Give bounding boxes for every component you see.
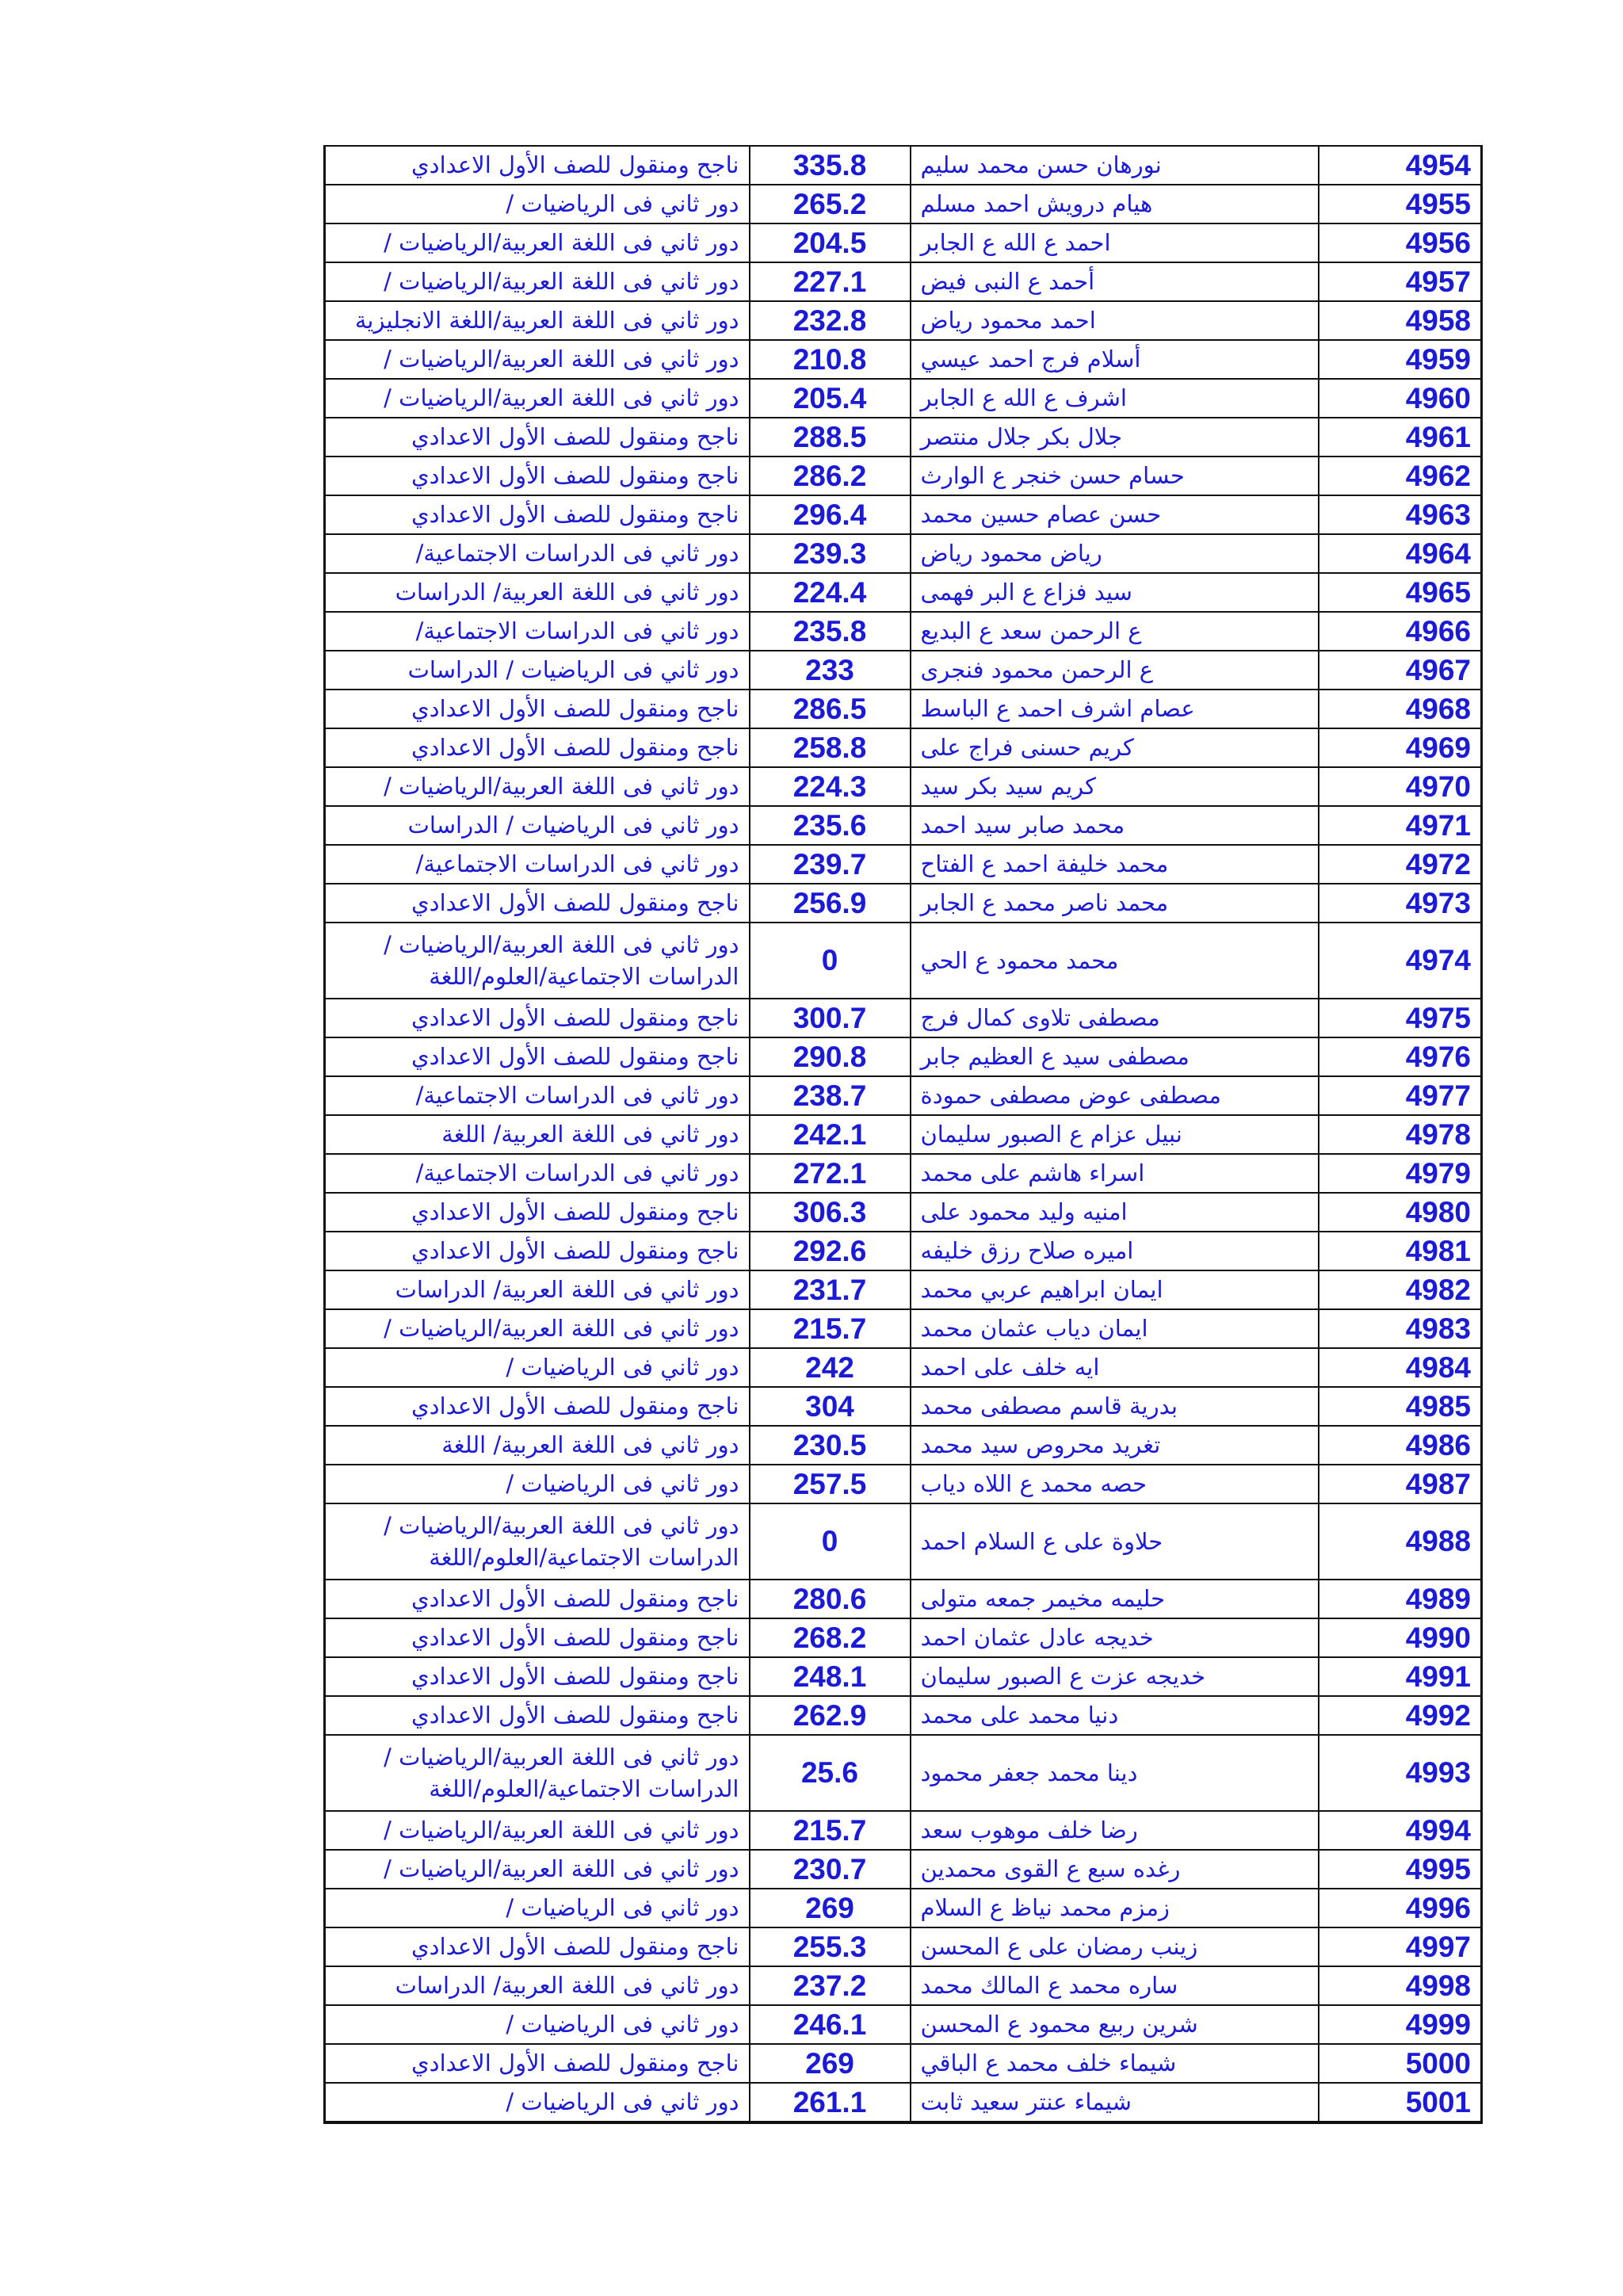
table-row: [325, 1270, 1482, 1309]
seat-number-cell: 4987: [1319, 1465, 1482, 1503]
seat-number-cell: 4984: [1319, 1348, 1482, 1387]
table-row: [325, 1503, 1482, 1580]
name-cell: رياض محمود رياض: [911, 534, 1319, 573]
table-row: [325, 1232, 1482, 1270]
table-row: [325, 457, 1482, 495]
status-cell: دور ثاني فى اللغة العربية/ الدراسات: [325, 1270, 750, 1309]
status-cell: ناجح ومنقول للصف الأول الاعدادي: [325, 457, 750, 495]
table-row: [325, 923, 1482, 999]
status-cell: ناجح ومنقول للصف الأول الاعدادي: [325, 690, 750, 728]
table-row: [325, 651, 1482, 690]
name-cell: حليمه مخيمر جمعه متولى: [911, 1580, 1319, 1618]
name-cell: شرين ربيع محمود ع المحسن: [911, 2005, 1319, 2044]
score-cell: 233: [750, 651, 911, 690]
status-cell: دور ثاني فى اللغة العربية/ اللغة: [325, 1115, 750, 1154]
table-row: [325, 1348, 1482, 1387]
status-cell: دور ثاني فى اللغة العربية/ اللغة: [325, 1426, 750, 1465]
score-cell: 300.7: [750, 999, 911, 1037]
table-row: [325, 185, 1482, 223]
seat-number-cell: 4990: [1319, 1618, 1482, 1657]
name-cell: محمد صابر سيد احمد: [911, 806, 1319, 845]
status-cell: دور ثاني فى اللغة العربية/ الدراسات: [325, 573, 750, 612]
name-cell: عصام اشرف احمد ع الباسط: [911, 690, 1319, 728]
score-cell: 25.6: [750, 1735, 911, 1811]
status-cell: دور ثاني فى الرياضيات /: [325, 2083, 750, 2122]
table-row: [325, 767, 1482, 806]
score-cell: 265.2: [750, 185, 911, 223]
seat-number-cell: 4956: [1319, 223, 1482, 262]
seat-number-cell: 5001: [1319, 2083, 1482, 2122]
seat-number-cell: 4967: [1319, 651, 1482, 690]
status-cell: ناجح ومنقول للصف الأول الاعدادي: [325, 1927, 750, 1966]
name-cell: حلاوة على ع السلام احمد: [911, 1503, 1319, 1580]
table-row: [325, 1076, 1482, 1115]
status-cell: دور ثاني فى الرياضيات / الدراسات: [325, 806, 750, 845]
seat-number-cell: 4975: [1319, 999, 1482, 1037]
name-cell: مصطفى تلاوى كمال فرج: [911, 999, 1319, 1037]
status-cell: دور ثاني فى الرياضيات /: [325, 2005, 750, 2044]
status-cell: دور ثاني فى اللغة العربية/الرياضيات /: [325, 379, 750, 418]
table-row: [325, 1618, 1482, 1657]
status-cell: دور ثاني فى الدراسات الاجتماعية/: [325, 845, 750, 884]
seat-number-cell: 4972: [1319, 845, 1482, 884]
score-cell: 235.8: [750, 612, 911, 651]
table-row: [325, 690, 1482, 728]
table-row: [325, 845, 1482, 884]
score-cell: 224.4: [750, 573, 911, 612]
table-row: [325, 1966, 1482, 2005]
score-cell: 215.7: [750, 1811, 911, 1850]
status-cell: ناجح ومنقول للصف الأول الاعدادي: [325, 418, 750, 457]
score-cell: 286.5: [750, 690, 911, 728]
status-cell: ناجح ومنقول للصف الأول الاعدادي: [325, 1696, 750, 1735]
table-row: [325, 418, 1482, 457]
seat-number-cell: 4986: [1319, 1426, 1482, 1465]
score-cell: 237.2: [750, 1966, 911, 2005]
name-cell: مصطفى عوض مصطفى حمودة: [911, 1076, 1319, 1115]
table-row: [325, 612, 1482, 651]
name-cell: أسلام فرج احمد عيسي: [911, 340, 1319, 379]
status-cell: دور ثاني فى الرياضيات /: [325, 1348, 750, 1387]
score-cell: 227.1: [750, 262, 911, 301]
status-cell: دور ثاني فى الدراسات الاجتماعية/: [325, 1154, 750, 1193]
score-cell: 272.1: [750, 1154, 911, 1193]
results-table: [323, 145, 1483, 2124]
score-cell: 262.9: [750, 1696, 911, 1735]
score-cell: 231.7: [750, 1270, 911, 1309]
status-cell: دور ثاني فى الرياضيات /: [325, 1465, 750, 1503]
table-row: [325, 1580, 1482, 1618]
status-cell: ناجح ومنقول للصف الأول الاعدادي: [325, 884, 750, 923]
seat-number-cell: 4988: [1319, 1503, 1482, 1580]
seat-number-cell: 4962: [1319, 457, 1482, 495]
seat-number-cell: 4991: [1319, 1657, 1482, 1696]
status-cell: دور ثاني فى الدراسات الاجتماعية/: [325, 1076, 750, 1115]
status-cell: دور ثاني فى اللغة العربية/ الدراسات: [325, 1966, 750, 2005]
status-cell: دور ثاني فى اللغة العربية/الرياضيات / الدراسات الاجتماعية/العلوم/اللغة: [325, 923, 750, 999]
status-cell: دور ثاني فى اللغة العربية/الرياضيات /: [325, 223, 750, 262]
table-row: [325, 534, 1482, 573]
name-cell: حصه محمد ع اللاه دياب: [911, 1465, 1319, 1503]
seat-number-cell: 4955: [1319, 185, 1482, 223]
name-cell: احمد ع الله ع الجابر: [911, 223, 1319, 262]
table-row: [325, 1696, 1482, 1735]
seat-number-cell: 4954: [1319, 146, 1482, 185]
table-row: [325, 301, 1482, 340]
score-cell: 280.6: [750, 1580, 911, 1618]
score-cell: 239.3: [750, 534, 911, 573]
name-cell: شيماء عنتر سعيد ثابت: [911, 2083, 1319, 2122]
score-cell: 0: [750, 1503, 911, 1580]
table-row: [325, 884, 1482, 923]
seat-number-cell: 4977: [1319, 1076, 1482, 1115]
name-cell: دينا محمد جعفر محمود: [911, 1735, 1319, 1811]
seat-number-cell: 4970: [1319, 767, 1482, 806]
seat-number-cell: 4983: [1319, 1309, 1482, 1348]
name-cell: حسن عصام حسين محمد: [911, 495, 1319, 534]
results-body: [325, 146, 1482, 2122]
table-row: [325, 1037, 1482, 1076]
table-row: [325, 1850, 1482, 1889]
seat-number-cell: 4969: [1319, 728, 1482, 767]
table-row: [325, 1193, 1482, 1232]
name-cell: ايمان دياب عثمان محمد: [911, 1309, 1319, 1348]
status-cell: دور ثاني فى اللغة العربية/الرياضيات /: [325, 1309, 750, 1348]
table-row: [325, 379, 1482, 418]
seat-number-cell: 4964: [1319, 534, 1482, 573]
table-row: [325, 1115, 1482, 1154]
table-row: [325, 340, 1482, 379]
seat-number-cell: 4974: [1319, 923, 1482, 999]
seat-number-cell: 4971: [1319, 806, 1482, 845]
name-cell: نبيل عزام ع الصبور سليمان: [911, 1115, 1319, 1154]
table-row: [325, 1735, 1482, 1811]
score-cell: 290.8: [750, 1037, 911, 1076]
name-cell: حسام حسن خنجر ع الوارث: [911, 457, 1319, 495]
seat-number-cell: 4995: [1319, 1850, 1482, 1889]
score-cell: 215.7: [750, 1309, 911, 1348]
status-cell: ناجح ومنقول للصف الأول الاعدادي: [325, 999, 750, 1037]
score-cell: 304: [750, 1387, 911, 1426]
score-cell: 335.8: [750, 146, 911, 185]
name-cell: رغده سبع ع القوى محمدين: [911, 1850, 1319, 1889]
score-cell: 261.1: [750, 2083, 911, 2122]
table-row: [325, 1465, 1482, 1503]
seat-number-cell: 4978: [1319, 1115, 1482, 1154]
name-cell: جلال بكر جلال منتصر: [911, 418, 1319, 457]
table-row: [325, 1657, 1482, 1696]
score-cell: 210.8: [750, 340, 911, 379]
table-row: [325, 1154, 1482, 1193]
seat-number-cell: 4993: [1319, 1735, 1482, 1811]
seat-number-cell: 4981: [1319, 1232, 1482, 1270]
seat-number-cell: 4959: [1319, 340, 1482, 379]
score-cell: 224.3: [750, 767, 911, 806]
status-cell: دور ثاني فى اللغة العربية/الرياضيات /: [325, 1850, 750, 1889]
name-cell: كريم سيد بكر سيد: [911, 767, 1319, 806]
name-cell: كريم حسنى فراج على: [911, 728, 1319, 767]
name-cell: اسراء هاشم على محمد: [911, 1154, 1319, 1193]
name-cell: ساره محمد ع المالك محمد: [911, 1966, 1319, 2005]
seat-number-cell: 4966: [1319, 612, 1482, 651]
name-cell: اميره صلاح رزق خليفه: [911, 1232, 1319, 1270]
score-cell: 256.9: [750, 884, 911, 923]
name-cell: ايه خلف على احمد: [911, 1348, 1319, 1387]
status-cell: دور ثاني فى اللغة العربية/الرياضيات /: [325, 767, 750, 806]
name-cell: محمد خليفة احمد ع الفتاح: [911, 845, 1319, 884]
score-cell: 288.5: [750, 418, 911, 457]
status-cell: ناجح ومنقول للصف الأول الاعدادي: [325, 1618, 750, 1657]
name-cell: أحمد ع النبى فيض: [911, 262, 1319, 301]
name-cell: اشرف ع الله ع الجابر: [911, 379, 1319, 418]
score-cell: 242: [750, 1348, 911, 1387]
name-cell: مصطفى سيد ع العظيم جابر: [911, 1037, 1319, 1076]
seat-number-cell: 4979: [1319, 1154, 1482, 1193]
table-row: [325, 1889, 1482, 1927]
name-cell: ع الرحمن سعد ع البديع: [911, 612, 1319, 651]
seat-number-cell: 4976: [1319, 1037, 1482, 1076]
status-cell: دور ثاني فى اللغة العربية/اللغة الانجليزية: [325, 301, 750, 340]
name-cell: احمد محمود رياض: [911, 301, 1319, 340]
seat-number-cell: 4989: [1319, 1580, 1482, 1618]
status-cell: ناجح ومنقول للصف الأول الاعدادي: [325, 1387, 750, 1426]
seat-number-cell: 4973: [1319, 884, 1482, 923]
status-cell: دور ثاني فى اللغة العربية/الرياضيات / الدراسات الاجتماعية/العلوم/اللغة: [325, 1735, 750, 1811]
score-cell: 248.1: [750, 1657, 911, 1696]
name-cell: هيام درويش احمد مسلم: [911, 185, 1319, 223]
seat-number-cell: 4980: [1319, 1193, 1482, 1232]
name-cell: تغريد محروص سيد محمد: [911, 1426, 1319, 1465]
score-cell: 0: [750, 923, 911, 999]
name-cell: دنيا محمد على محمد: [911, 1696, 1319, 1735]
name-cell: ع الرحمن محمود فنجرى: [911, 651, 1319, 690]
score-cell: 235.6: [750, 806, 911, 845]
score-cell: 246.1: [750, 2005, 911, 2044]
status-cell: ناجح ومنقول للصف الأول الاعدادي: [325, 2044, 750, 2083]
score-cell: 242.1: [750, 1115, 911, 1154]
status-cell: دور ثاني فى الرياضيات /: [325, 1889, 750, 1927]
seat-number-cell: 4999: [1319, 2005, 1482, 2044]
status-cell: ناجح ومنقول للصف الأول الاعدادي: [325, 728, 750, 767]
table-row: [325, 1426, 1482, 1465]
score-cell: 306.3: [750, 1193, 911, 1232]
score-cell: 238.7: [750, 1076, 911, 1115]
status-cell: دور ثاني فى اللغة العربية/الرياضيات / الدراسات الاجتماعية/العلوم/اللغة: [325, 1503, 750, 1580]
score-cell: 269: [750, 2044, 911, 2083]
score-cell: 204.5: [750, 223, 911, 262]
seat-number-cell: 4992: [1319, 1696, 1482, 1735]
seat-number-cell: 4982: [1319, 1270, 1482, 1309]
table-row: [325, 495, 1482, 534]
table-row: [325, 2044, 1482, 2083]
score-cell: 239.7: [750, 845, 911, 884]
seat-number-cell: 4960: [1319, 379, 1482, 418]
seat-number-cell: 4958: [1319, 301, 1482, 340]
status-cell: دور ثاني فى الرياضيات /: [325, 185, 750, 223]
name-cell: محمد محمود ع الحي: [911, 923, 1319, 999]
table-row: [325, 146, 1482, 185]
seat-number-cell: 4961: [1319, 418, 1482, 457]
score-cell: 269: [750, 1889, 911, 1927]
table-row: [325, 1811, 1482, 1850]
seat-number-cell: 4968: [1319, 690, 1482, 728]
table-row: [325, 223, 1482, 262]
seat-number-cell: 4985: [1319, 1387, 1482, 1426]
table-row: [325, 1387, 1482, 1426]
score-cell: 255.3: [750, 1927, 911, 1966]
name-cell: سيد فزاع ع البر فهمى: [911, 573, 1319, 612]
score-cell: 257.5: [750, 1465, 911, 1503]
status-cell: ناجح ومنقول للصف الأول الاعدادي: [325, 1037, 750, 1076]
name-cell: شيماء خلف محمد ع الباقي: [911, 2044, 1319, 2083]
score-cell: 230.5: [750, 1426, 911, 1465]
table-row: [325, 1309, 1482, 1348]
table-row: [325, 806, 1482, 845]
table-row: [325, 1927, 1482, 1966]
seat-number-cell: 4957: [1319, 262, 1482, 301]
name-cell: ايمان ابراهيم عربي محمد: [911, 1270, 1319, 1309]
seat-number-cell: 4963: [1319, 495, 1482, 534]
score-cell: 232.8: [750, 301, 911, 340]
score-cell: 268.2: [750, 1618, 911, 1657]
status-cell: دور ثاني فى الدراسات الاجتماعية/: [325, 612, 750, 651]
status-cell: دور ثاني فى الرياضيات / الدراسات: [325, 651, 750, 690]
score-cell: 292.6: [750, 1232, 911, 1270]
score-cell: 296.4: [750, 495, 911, 534]
name-cell: امنيه وليد محمود على: [911, 1193, 1319, 1232]
seat-number-cell: 4996: [1319, 1889, 1482, 1927]
name-cell: محمد ناصر محمد ع الجابر: [911, 884, 1319, 923]
status-cell: دور ثاني فى الدراسات الاجتماعية/: [325, 534, 750, 573]
status-cell: ناجح ومنقول للصف الأول الاعدادي: [325, 1580, 750, 1618]
seat-number-cell: 4965: [1319, 573, 1482, 612]
status-cell: ناجح ومنقول للصف الأول الاعدادي: [325, 146, 750, 185]
seat-number-cell: 4997: [1319, 1927, 1482, 1966]
status-cell: دور ثاني فى اللغة العربية/الرياضيات /: [325, 1811, 750, 1850]
name-cell: نورهان حسن محمد سليم: [911, 146, 1319, 185]
score-cell: 258.8: [750, 728, 911, 767]
score-cell: 230.7: [750, 1850, 911, 1889]
table-row: [325, 728, 1482, 767]
table-row: [325, 2083, 1482, 2122]
score-cell: 205.4: [750, 379, 911, 418]
name-cell: زمزم محمد نياظ ع السلام: [911, 1889, 1319, 1927]
score-cell: 286.2: [750, 457, 911, 495]
status-cell: ناجح ومنقول للصف الأول الاعدادي: [325, 1232, 750, 1270]
name-cell: خديجه عادل عثمان احمد: [911, 1618, 1319, 1657]
name-cell: خديجه عزت ع الصبور سليمان: [911, 1657, 1319, 1696]
name-cell: زينب رمضان على ع المحسن: [911, 1927, 1319, 1966]
table-row: [325, 573, 1482, 612]
status-cell: ناجح ومنقول للصف الأول الاعدادي: [325, 1657, 750, 1696]
status-cell: ناجح ومنقول للصف الأول الاعدادي: [325, 495, 750, 534]
status-cell: دور ثاني فى اللغة العربية/الرياضيات /: [325, 340, 750, 379]
seat-number-cell: 4998: [1319, 1966, 1482, 2005]
name-cell: بدرية قاسم مصطفى محمد: [911, 1387, 1319, 1426]
seat-number-cell: 5000: [1319, 2044, 1482, 2083]
table-row: [325, 262, 1482, 301]
table-row: [325, 2005, 1482, 2044]
status-cell: ناجح ومنقول للصف الأول الاعدادي: [325, 1193, 750, 1232]
status-cell: دور ثاني فى اللغة العربية/الرياضيات /: [325, 262, 750, 301]
seat-number-cell: 4994: [1319, 1811, 1482, 1850]
table-row: [325, 999, 1482, 1037]
name-cell: رضا خلف موهوب سعد: [911, 1811, 1319, 1850]
